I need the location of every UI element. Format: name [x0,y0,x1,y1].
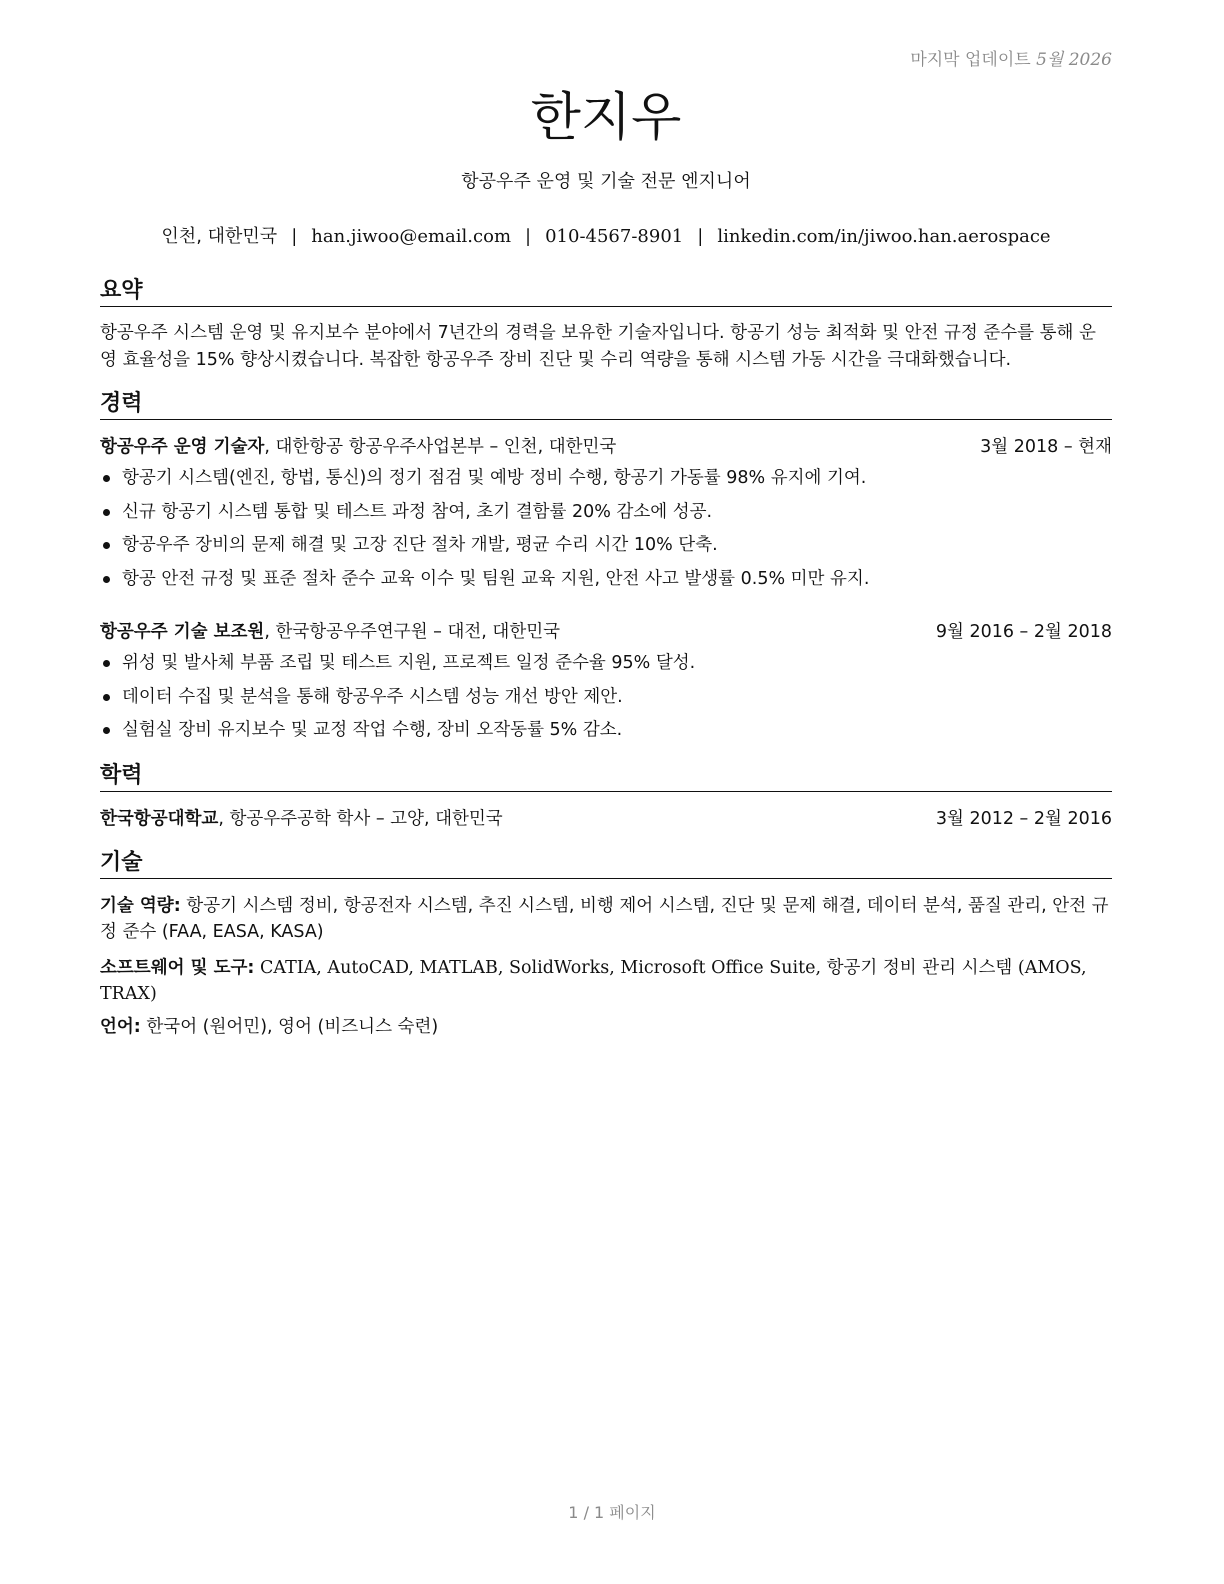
experience-bullets [100,650,1112,751]
skill-label: 언어: [100,1017,141,1037]
job-dates: 9월 2016 – 2월 2018 [935,622,1112,642]
skill-row-software [100,955,1112,1007]
skill-row-languages [100,1014,1112,1040]
list-item: 항공기 시스템(엔진, 항법, 통신)의 정기 점검 및 예방 정비 수행, 항공기 가동률 98% 유지에 기여. [100,465,1112,499]
list-item: 항공 안전 규정 및 표준 절차 준수 교육 이수 및 팀원 교육 지원, 안전 사고 발생률 0.5% 미만 유지. [100,566,1112,600]
contact-location: 인천, 대한민국 [161,226,278,247]
job-organization: , 한국항공우주연구원 – 대전, 대한민국 [264,622,561,642]
section-title-summary: 요약 [100,277,1112,307]
education-dates: 3월 2012 – 2월 2016 [935,809,1112,829]
list-item: 신규 항공기 시스템 통합 및 테스트 과정 참여, 초기 결함률 20% 감소에 성공. [100,499,1112,533]
section-title-experience: 경력 [100,390,1112,420]
experience-bullets [100,465,1112,599]
skill-label: 기술 역량: [100,896,181,916]
experience-entry-header [100,434,1112,460]
last-updated-label: 마지막 업데이트 [910,50,1031,70]
last-updated [910,45,1112,70]
skill-value: CATIA, AutoCAD, MATLAB, SolidWorks, Microsoft Office Suite, 항공기 정비 관리 시스템 (AMOS, TRAX) [100,958,1087,1004]
contact-separator: | [525,226,532,247]
degree-detail: , 항공우주공학 학사 – 고양, 대한민국 [218,809,503,829]
headline: 항공우주 운영 및 기술 전문 엔지니어 [461,171,751,192]
list-item: 실험실 장비 유지보수 및 교정 작업 수행, 장비 오작동률 5% 감소. [100,717,1112,751]
contact-phone[interactable]: 010-4567-8901 [545,226,684,247]
education-entry-header [100,806,1112,832]
skill-value: 한국어 (원어민), 영어 (비즈니스 숙련) [146,1017,439,1037]
skill-row-technical [100,893,1112,945]
list-item: 위성 및 발사체 부품 조립 및 테스트 지원, 프로젝트 일정 준수율 95% 달성. [100,650,1112,684]
skill-label: 소프트웨어 및 도구: [100,958,255,978]
contact-email[interactable]: han.jiwoo@email.com [311,226,512,247]
list-item: 항공우주 장비의 문제 해결 및 고장 진단 절차 개발, 평균 수리 시간 10% 단축. [100,532,1112,566]
job-title: 항공우주 운영 기술자 [100,437,265,457]
skill-value: 항공기 시스템 정비, 항공전자 시스템, 추진 시스템, 비행 제어 시스템, 진단 및 문제 해결, 데이터 분석, 품질 관리, 안전 규정 준수 (FAA, EASA, KASA) [100,896,1109,942]
candidate-name: 한지우 [530,88,682,148]
last-updated-date: 5월 2026 [1036,50,1112,70]
page-indicator: 1 / 1 페이지 [568,1503,656,1522]
job-title: 항공우주 기술 보조원 [100,622,265,642]
contact-line [100,224,1112,250]
contact-separator: | [697,226,704,247]
resume-page [100,0,1112,1584]
contact-separator: | [291,226,298,247]
summary-text: 항공우주 시스템 운영 및 유지보수 분야에서 7년간의 경력을 보유한 기술자입니다. 항공기 성능 최적화 및 안전 규정 준수를 통해 운영 효율성을 15% 향상시켰습니다. 복잡한 항공우주 장비 진단 및 수리 역량을 통해 시스템 가동 시간을 극대화했습니다. [100,323,1096,370]
experience-entry-header [100,619,1112,645]
job-dates: 3월 2018 – 현재 [980,437,1112,457]
job-organization: , 대한항공 항공우주사업본부 – 인천, 대한민국 [264,437,617,457]
section-title-skills: 기술 [100,849,1112,879]
section-title-education: 학력 [100,762,1112,792]
school-name: 한국항공대학교 [100,809,219,829]
list-item: 데이터 수집 및 분석을 통해 항공우주 시스템 성능 개선 방안 제안. [100,684,1112,718]
contact-linkedin[interactable]: linkedin.com/in/jiwoo.han.aerospace [717,226,1051,247]
